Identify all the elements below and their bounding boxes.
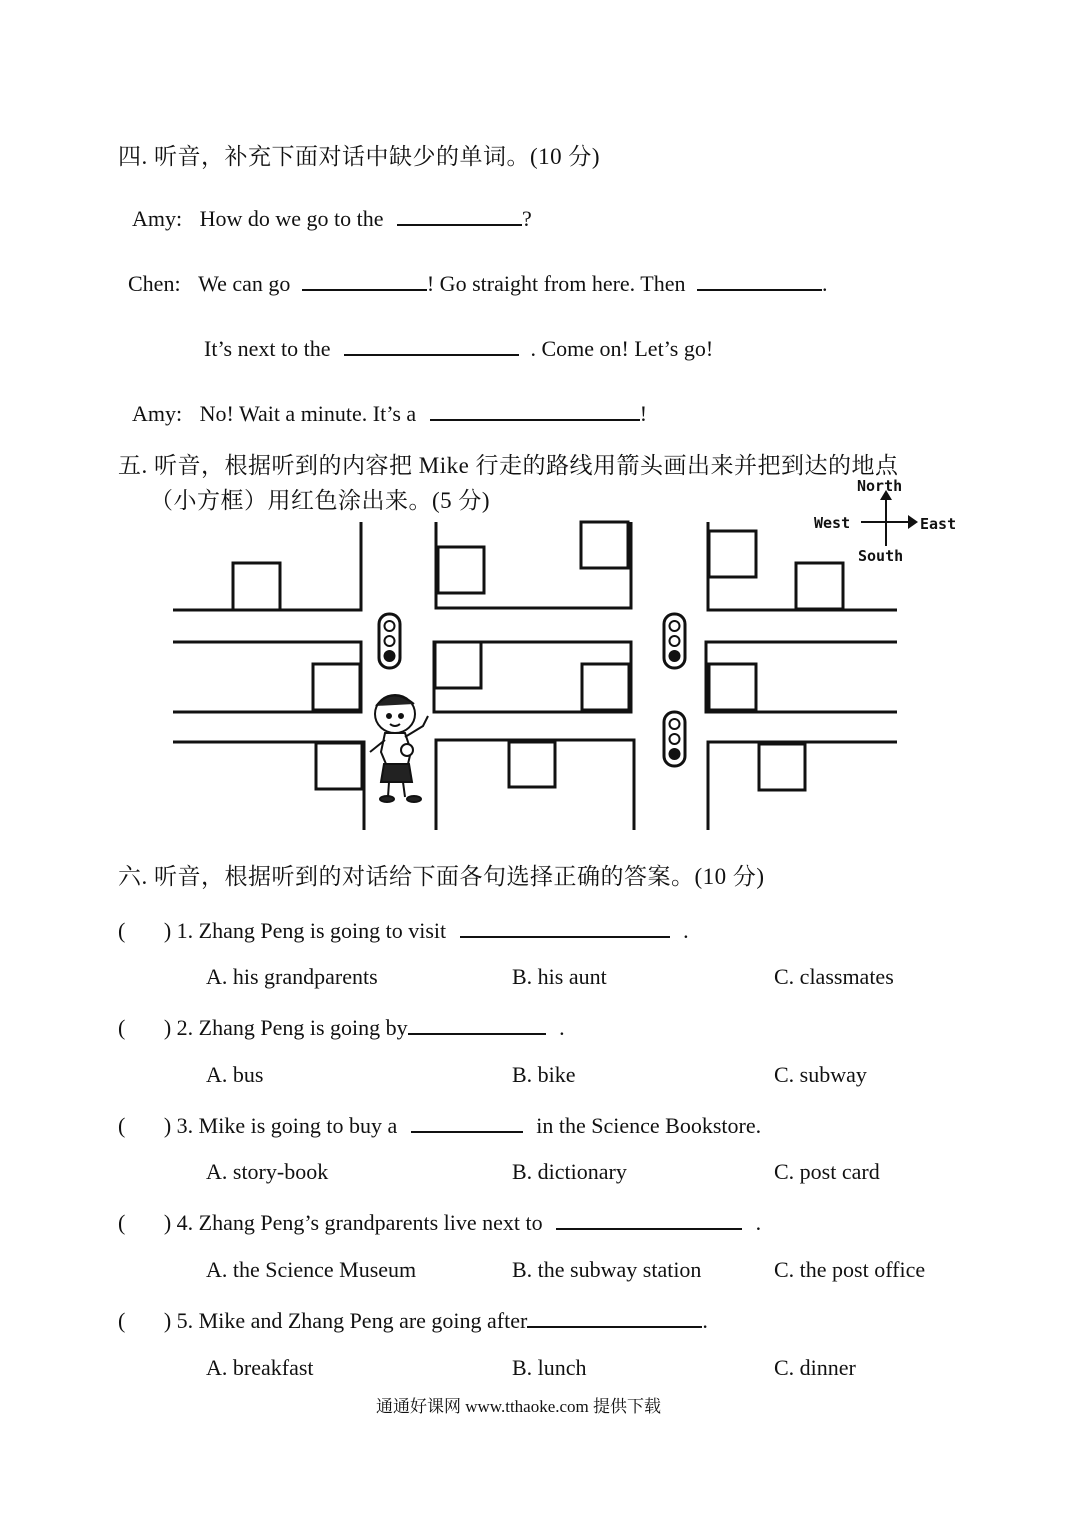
line-text: !	[639, 401, 648, 426]
question-5	[118, 1306, 708, 1334]
line-text: How do we go to the	[199, 206, 384, 231]
place-box[interactable]	[582, 664, 629, 710]
place-box[interactable]	[759, 744, 805, 790]
traffic-light-icon	[664, 614, 685, 668]
place-box[interactable]	[316, 743, 362, 789]
place-box[interactable]	[313, 664, 360, 710]
option-a: A. breakfast	[206, 1355, 314, 1380]
place-boxes[interactable]	[233, 522, 843, 790]
place-box[interactable]	[709, 531, 756, 577]
section6-heading: 六. 听音，根据听到的对话给下面各句选择正确的答案。(10 分)	[118, 864, 765, 889]
option-b: B. the subway station	[512, 1257, 702, 1282]
line-text: We can go	[198, 271, 291, 296]
traffic-light-icon	[664, 712, 685, 766]
line-text: ?	[522, 206, 532, 231]
question-1	[118, 916, 689, 944]
answer-paren[interactable]: ( )	[118, 918, 172, 943]
answer-blank[interactable]	[556, 1208, 742, 1230]
answer-blank[interactable]	[460, 916, 670, 938]
compass-north-label: North	[857, 477, 903, 495]
question-text: in the Science Bookstore.	[536, 1113, 762, 1138]
answer-blank[interactable]	[527, 1306, 702, 1328]
place-box[interactable]	[233, 563, 280, 610]
answer-blank[interactable]	[408, 1013, 546, 1035]
option-c: C. subway	[774, 1062, 867, 1087]
line-text: It’s next to the	[204, 336, 331, 361]
option-c: C. post card	[774, 1159, 880, 1184]
line-text: .	[822, 271, 828, 296]
line-text: No! Wait a minute. It’s a	[199, 401, 417, 426]
place-box[interactable]	[709, 664, 756, 710]
question-text: 4. Zhang Peng’s grandparents live next to	[176, 1210, 543, 1235]
option-c: C. dinner	[774, 1355, 856, 1380]
traffic-light-icon	[379, 614, 400, 668]
question-text: .	[559, 1015, 565, 1040]
question-text: .	[755, 1210, 762, 1235]
compass-east-label: East	[920, 515, 957, 533]
section4-heading: 四. 听音，补充下面对话中缺少的单词。(10 分)	[118, 144, 601, 169]
question-text: 1. Zhang Peng is going to visit	[176, 918, 447, 943]
option-a: A. the Science Museum	[206, 1257, 417, 1282]
speaker-amy: Amy:	[132, 401, 183, 426]
question-3	[118, 1111, 761, 1139]
option-b: B. dictionary	[512, 1159, 627, 1184]
line-text: . Come on! Let’s go!	[530, 336, 714, 361]
option-b: B. lunch	[512, 1355, 587, 1380]
place-box[interactable]	[438, 547, 484, 593]
speaker-chen: Chen:	[128, 271, 181, 296]
place-box[interactable]	[581, 522, 628, 568]
option-a: A. story-book	[206, 1159, 329, 1184]
boy-figure-icon	[370, 695, 428, 802]
compass-icon	[861, 490, 918, 546]
compass-west-label: West	[814, 514, 851, 532]
question-4	[118, 1208, 761, 1236]
footer-source: 通通好课网 www.tthaoke.com 提供下载	[376, 1397, 662, 1416]
option-c: C. the post office	[774, 1257, 926, 1282]
place-box[interactable]	[509, 742, 555, 787]
answer-paren[interactable]: ( )	[118, 1308, 172, 1333]
section5-heading-line1: 五. 听音，根据听到的内容把 Mike 行走的路线用箭头画出来并把到达的地点	[118, 453, 899, 478]
option-b: B. his aunt	[512, 964, 607, 989]
option-a: A. bus	[206, 1062, 264, 1087]
answer-paren[interactable]: ( )	[118, 1015, 172, 1040]
question-2	[118, 1013, 565, 1041]
line-text: ! Go straight from here. Then	[426, 271, 686, 296]
question-text: .	[683, 918, 689, 943]
question-text: 2. Zhang Peng is going by	[176, 1015, 408, 1040]
question-text: .	[702, 1308, 708, 1333]
answer-paren[interactable]: ( )	[118, 1210, 172, 1235]
answer-paren[interactable]: ( )	[118, 1113, 172, 1138]
option-b: B. bike	[512, 1062, 576, 1087]
question-text: 3. Mike is going to buy a	[176, 1113, 398, 1138]
option-c: C. classmates	[774, 964, 894, 989]
place-box[interactable]	[435, 642, 481, 688]
compass-south-label: South	[858, 547, 904, 565]
section5-heading-line2: （小方框）用红色涂出来。(5 分)	[150, 488, 491, 513]
place-box[interactable]	[796, 563, 843, 609]
answer-blank[interactable]	[411, 1111, 523, 1133]
question-text: 5. Mike and Zhang Peng are going after	[176, 1308, 528, 1333]
speaker-amy: Amy:	[132, 206, 183, 231]
option-a: A. his grandparents	[206, 964, 378, 989]
